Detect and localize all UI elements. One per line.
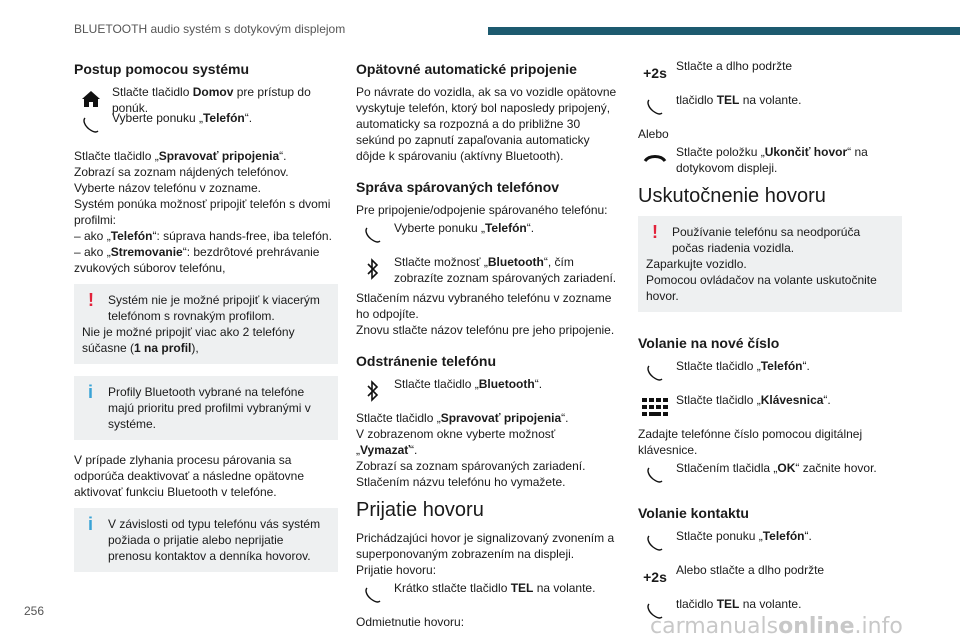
phone-handset-icon xyxy=(356,580,390,610)
warning-box: ! Systém nie je možné pripojiť k viacerým telefónom s rovnakým profilom. Nie je možné pripojiť viac ako 2 telefóny súčasne (1 na profil), xyxy=(74,284,338,364)
long-press-2s-icon: +2s xyxy=(643,569,667,585)
info-icon: i xyxy=(88,514,94,534)
warning-icon: ! xyxy=(88,290,94,310)
step-ok: Stlačením tlačidla „OK“ začnite hovor. xyxy=(638,460,902,490)
step-long-press: +2s Stlačte a dlho podržte xyxy=(638,58,902,88)
keypad-icon xyxy=(638,392,672,422)
info-box: i Profily Bluetooth vybrané na telefóne majú prioritu pred profilmi vybranými v systéme. xyxy=(74,376,338,440)
heading-new-number: Volanie na nové číslo xyxy=(638,335,780,351)
phone-handset-icon xyxy=(638,92,672,122)
phone-handset-icon xyxy=(356,220,390,250)
heading-receive-call: Prijatie hovoru xyxy=(356,499,484,521)
heading-pairing: Postup pomocou systému xyxy=(74,61,250,77)
step-home: Stlačte tlačidlo Domov pre prístup do ponúk. xyxy=(74,84,338,116)
step-phone: Stlačte tlačidlo „Telefón“. xyxy=(638,358,902,388)
heading-auto-reconnect: Opätovné automatické pripojenie xyxy=(356,61,577,77)
column-2: Opätovné automatické pripojenie Po návrate do vozidla, ak sa vo vozidle opätovne vyskytuje telefón, ktorý bol naposledy pripojený, automaticky sa rozpozná a do približne 30 sekúnd po zapnutí zapaľovania automaticky dôjde k spárovaniu (aktívny Bluetooth). Správa spárovaných telefónov Pre pripojenie/odpojenie spárovaného telefónu: Vyberte ponuku „Telefón“. Stlačte možnosť „Bluetooth“, čím zobrazíte zoznam spárovaných zariadení. Stlačením názvu vybraného telefónu v zozname ho odpojíte. Znovu stlačte názov telefónu pre jeho pripojenie. Odstránenie telefónu Stlačte tlačidlo „Bluetooth“. Stlačte tlačidlo „Spravovať pripojenia“. V zobrazenom okne vyberte možnosť „Vymazať“. Zobrazí sa zoznam spárovaných zariadení. Stlačením názvu telefónu ho vymažete. Prijatie hovoru Prichádzajúci hovor je signalizovaný zvonením a superponovaným zobrazením na displeji. Prijatie hovoru: Krátko stlačte tlačidlo TEL na volante. Odmietnutie hovoru: xyxy=(356,56,620,630)
hang-up-icon xyxy=(638,144,672,174)
step-tel-short: Krátko stlačte tlačidlo TEL na volante. xyxy=(356,580,620,610)
heading-call-contact: Volanie kontaktu xyxy=(638,505,749,521)
heading-manage-phones: Správa spárovaných telefónov xyxy=(356,179,560,195)
column-3: +2s Stlačte a dlho podržte tlačidlo TEL na volante. Alebo Stlačte položku „Ukončiť hovor“ na dotykovom displeji. Uskutočnenie hovoru ! Používanie telefónu sa neodporúča počas riadenia vozidla. Zaparkujte vozidlo. Pomocou ovládačov na volante uskutočnite hovor. Volanie na nové číslo Stlačte tlačidlo „Telefón“. Stlačte tlačidlo „Klávesnica“. Zadajte telefónne číslo pomocou digitálnej klávesnice. Stlačením tlačidla „OK“ začnite hovor. Volanie kontaktu Stlačte ponuku „Telefón“. +2s Alebo stlačte a dlho podržte tlačidlo TEL na volante. xyxy=(638,56,902,630)
step-end-call: Stlačte položku „Ukončiť hovor“ na dotykovom displeji. xyxy=(638,144,902,176)
step-keypad: Stlačte tlačidlo „Klávesnica“. xyxy=(638,392,902,422)
phone-handset-icon xyxy=(74,110,108,140)
step-bluetooth: Stlačte možnosť „Bluetooth“, čím zobrazíte zoznam spárovaných zariadení. xyxy=(356,254,620,286)
step-phone: Stlačte ponuku „Telefón“. xyxy=(638,528,902,558)
bluetooth-icon xyxy=(356,376,390,406)
info-box-2: i V závislosti od typu telefónu vás systém požiada o prijatie alebo neprijatie prenosu kontaktov a denníka hovorov. xyxy=(74,508,338,572)
heading-make-call: Uskutočnenie hovoru xyxy=(638,185,826,207)
phone-handset-icon xyxy=(638,460,672,490)
step-tel: tlačidlo TEL na volante. xyxy=(638,596,902,626)
step-tel: tlačidlo TEL na volante. xyxy=(638,92,902,122)
step-phone: Vyberte ponuku „Telefón“. xyxy=(74,110,338,140)
phone-handset-icon xyxy=(638,358,672,388)
step-long-press: +2s Alebo stlačte a dlho podržte xyxy=(638,562,902,592)
warning-box: ! Používanie telefónu sa neodporúča počas riadenia vozidla. Zaparkujte vozidlo. Pomocou ovládačov na volante uskutočnite hovor. xyxy=(638,216,902,312)
step-phone: Vyberte ponuku „Telefón“. xyxy=(356,220,620,250)
info-icon: i xyxy=(88,382,94,402)
phone-handset-icon xyxy=(638,528,672,558)
page-number: 256 xyxy=(24,604,45,618)
bluetooth-icon xyxy=(356,254,390,284)
column-1: Postup pomocou systému Stlačte tlačidlo Domov pre prístup do ponúk. Vyberte ponuku „Telefón“. Stlačte tlačidlo „Spravovať pripojenia“. Zobrazí sa zoznam nájdených telefónov. Vyberte názov telefónu v zozname. Systém ponúka možnosť pripojiť telefón s dvomi profilmi: – ako „Telefón“: súprava hands-free, iba telefón. – ako „Stremovanie“: bezdrôtové prehrávanie zvukových súborov telefónu, ! Systém nie je možné pripojiť k viacerým telefónom s rovnakým profilom. Nie je možné pripojiť viac ako 2 telefóny súčasne (1 na profil), i Profily Bluetooth vybrané na telefóne majú prioritu pred profilmi vybranými v systéme. V prípade zlyhania procesu párovania sa odporúča deaktivovať a následne opätovne aktivovať funkciu Bluetooth v telefóne. i V závislosti od typu telefónu vás systém požiada o prijatie alebo neprijatie prenosu kontaktov a denníka hovorov. xyxy=(74,56,338,584)
heading-remove-phone: Odstránenie telefónu xyxy=(356,353,497,369)
warning-icon: ! xyxy=(652,222,658,242)
step-bluetooth: Stlačte tlačidlo „Bluetooth“. xyxy=(356,376,620,406)
running-header: BLUETOOTH audio systém s dotykovým displejom xyxy=(74,22,346,36)
long-press-2s-icon: +2s xyxy=(643,65,667,81)
header-accent-bar xyxy=(488,27,960,35)
watermark: carmanualsonline.info xyxy=(650,614,903,639)
